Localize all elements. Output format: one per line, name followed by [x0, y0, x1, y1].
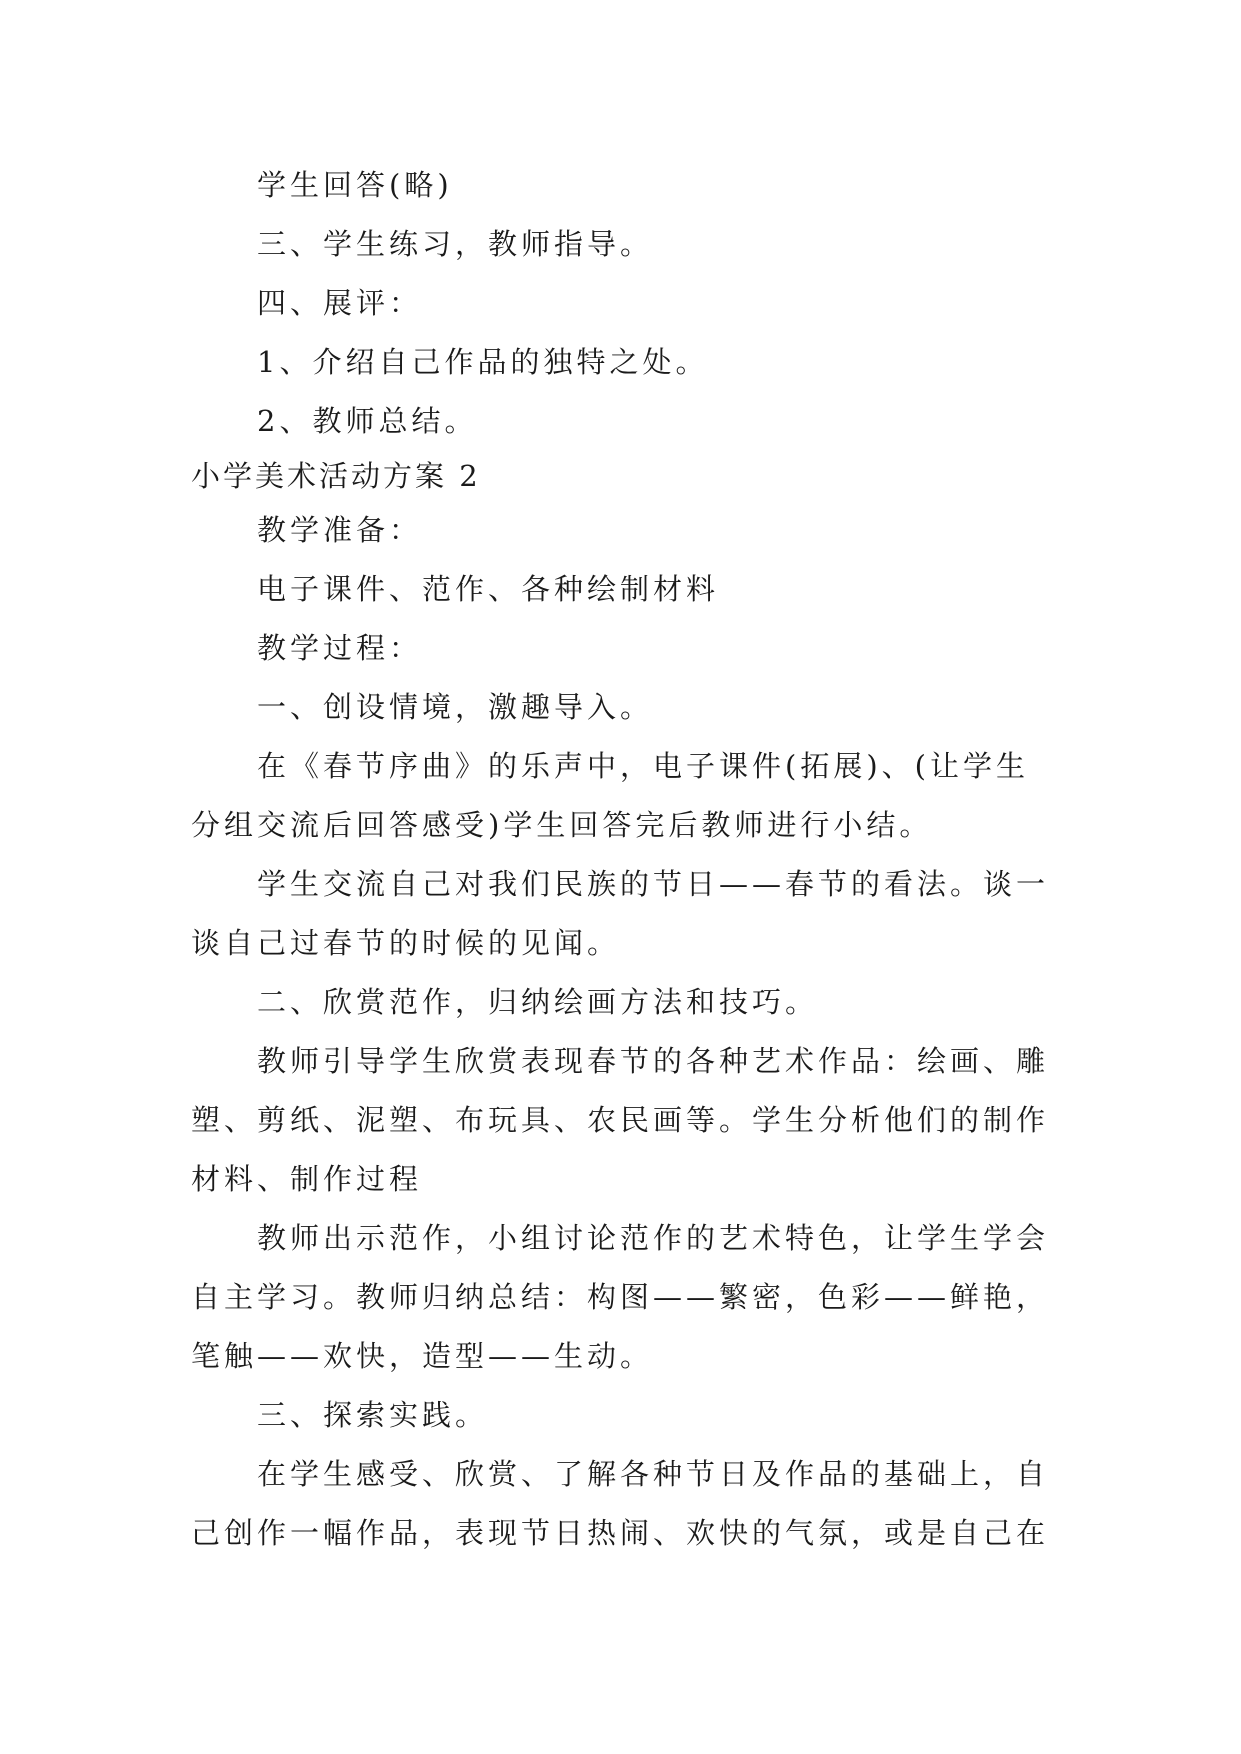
- section-heading: 小学美术活动方案 2: [191, 459, 481, 493]
- paragraph: 四、展评：: [257, 286, 423, 320]
- paragraph: 学生交流自己对我们民族的节日——春节的看法。谈一谈自己过春节的时候的见闻。: [191, 867, 1050, 960]
- paragraph: 学生回答(略): [257, 168, 453, 202]
- paragraph: 电子课件、范作、各种绘制材料: [257, 572, 720, 606]
- paragraph: 二、欣赏范作，归纳绘画方法和技巧。: [257, 985, 819, 1019]
- paragraph: 1、介绍自己作品的独特之处。: [257, 345, 709, 379]
- paragraph: 教师引导学生欣赏表现春节的各种艺术作品：绘画、雕塑、剪纸、泥塑、布玩具、农民画等。学生分析他们的制作材料、制作过程: [191, 1044, 1050, 1196]
- document-body: [191, 156, 1061, 1563]
- paragraph: 三、学生练习，教师指导。: [257, 227, 654, 261]
- paragraph: 在《春节序曲》的乐声中，电子课件(拓展)、(让学生分组交流后回答感受)学生回答完后教师进行小结。: [191, 749, 1029, 842]
- paragraph: 教学过程：: [257, 631, 423, 665]
- paragraph: 教学准备：: [257, 513, 423, 547]
- paragraph: 2、教师总结。: [257, 404, 478, 438]
- paragraph: 在学生感受、欣赏、了解各种节日及作品的基础上，自己创作一幅作品，表现节日热闹、欢快的气氛，或是自己在: [191, 1457, 1050, 1550]
- paragraph: 一、创设情境，激趣导入。: [257, 690, 654, 724]
- paragraph: 三、探索实践。: [257, 1398, 489, 1432]
- paragraph: 教师出示范作，小组讨论范作的艺术特色，让学生学会自主学习。教师归纳总结：构图——繁密，色彩——鲜艳，笔触——欢快，造型——生动。: [191, 1221, 1050, 1373]
